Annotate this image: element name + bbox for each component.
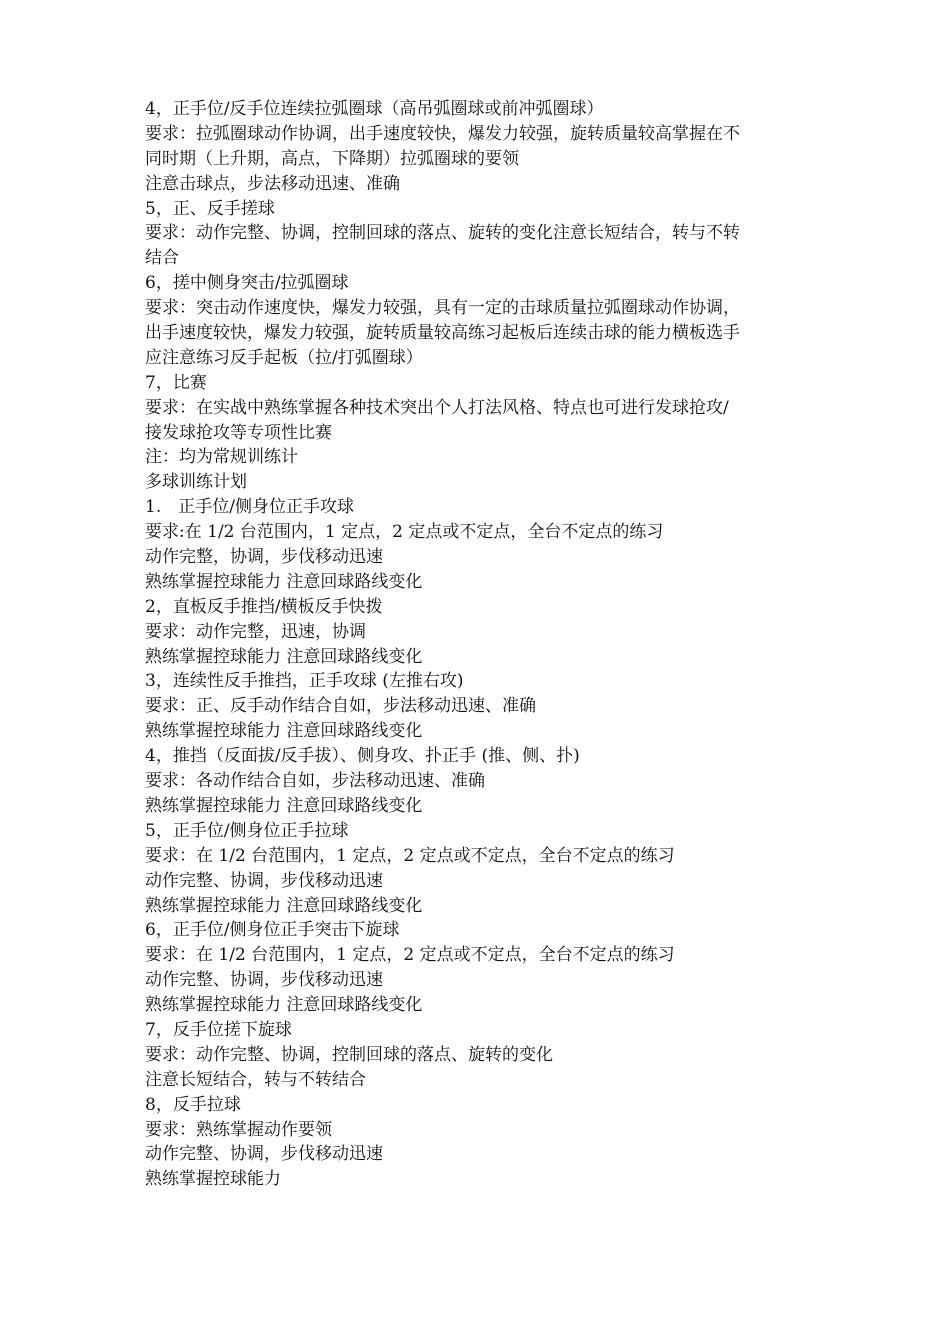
text-line: 注意击球点，步法移动迅速、准确 (145, 173, 400, 194)
text-line: 3，连续性反手推挡，正手攻球 (左推右攻) (145, 671, 464, 692)
text-line: 4，推挡（反面拔/反手拔）、侧身攻、扑正手 (推、侧、扑) (145, 746, 580, 767)
text-line: 2，直板反手推挡/横板反手快拨 (145, 596, 383, 617)
text-line: 5，正手位/侧身位正手拉球 (145, 820, 349, 841)
text-line: 熟练掌握控球能力 注意回球路线变化 (145, 646, 423, 667)
text-line: 8，反手拉球 (145, 1094, 241, 1115)
text-line: 5，正、反手搓球 (145, 198, 275, 219)
text-line: 要求：拉弧圈球动作协调，出手速度较快，爆发力较强，旋转质量较高掌握在不 (145, 123, 740, 144)
text-line: 应注意练习反手起板（拉/打弧圈球） (145, 347, 423, 368)
text-line: 要求：动作完整、协调，控制回球的落点、旋转的变化注意长短结合，转与不转 (145, 223, 740, 244)
text-line: 要求：动作完整、协调，控制回球的落点、旋转的变化 (145, 1044, 553, 1065)
text-line: 1. 正手位/侧身位正手攻球 (145, 497, 354, 518)
text-line: 要求:在 1/2 台范围内，1 定点，2 定点或不定点，全台不定点的练习 (145, 522, 664, 543)
text-line: 注意长短结合，转与不转结合 (145, 1069, 366, 1090)
text-line: 动作完整、协调，步伐移动迅速 (145, 970, 383, 991)
text-line: 接发球抢攻等专项性比赛 (145, 422, 332, 443)
text-line: 出手速度较快，爆发力较强，旋转质量较高练习起板后连续击球的能力横板选手 (145, 323, 740, 344)
text-line: 动作完整，协调，步伐移动迅速 (145, 547, 383, 568)
text-line: 结合 (145, 248, 179, 269)
text-line: 要求：突击动作速度快，爆发力较强，具有一定的击球质量拉弧圈球动作协调， (145, 298, 740, 319)
text-line: 要求：动作完整，迅速，协调 (145, 621, 366, 642)
text-line: 同时期（上升期，高点，下降期）拉弧圈球的要领 (145, 148, 519, 169)
text-line: 6，正手位/侧身位正手突击下旋球 (145, 920, 400, 941)
text-line: 熟练掌握控球能力 注意回球路线变化 (145, 995, 423, 1016)
document-page (145, 97, 825, 1192)
text-line: 熟练掌握控球能力 (145, 1169, 281, 1190)
text-line: 7，比赛 (145, 372, 207, 393)
text-line: 6，搓中侧身突击/拉弧圈球 (145, 273, 349, 294)
text-line: 要求：熟练掌握动作要领 (145, 1119, 332, 1140)
text-line: 要求：正、反手动作结合自如，步法移动迅速、准确 (145, 696, 536, 717)
text-line: 熟练掌握控球能力 注意回球路线变化 (145, 721, 423, 742)
text-line: 动作完整、协调，步伐移动迅速 (145, 1144, 383, 1165)
text-line: 熟练掌握控球能力 注意回球路线变化 (145, 795, 423, 816)
text-line: 熟练掌握控球能力 注意回球路线变化 (145, 571, 423, 592)
text-line: 要求：在 1/2 台范围内，1 定点，2 定点或不定点，全台不定点的练习 (145, 945, 675, 966)
text-line: 动作完整、协调，步伐移动迅速 (145, 870, 383, 891)
text-line: 注：均为常规训练计 (145, 447, 298, 468)
text-line: 7，反手位搓下旋球 (145, 1019, 292, 1040)
text-line: 要求：在 1/2 台范围内，1 定点，2 定点或不定点，全台不定点的练习 (145, 845, 675, 866)
text-line: 要求：各动作结合自如，步法移动迅速、准确 (145, 771, 485, 792)
text-line: 要求：在实战中熟练掌握各种技术突出个人打法风格、特点也可进行发球抢攻/ (145, 397, 729, 418)
text-line: 4，正手位/反手位连续拉弧圈球（高吊弧圈球或前冲弧圈球） (145, 99, 604, 119)
section-heading: 多球训练计划 (145, 472, 247, 493)
text-line: 熟练掌握控球能力 注意回球路线变化 (145, 895, 423, 916)
